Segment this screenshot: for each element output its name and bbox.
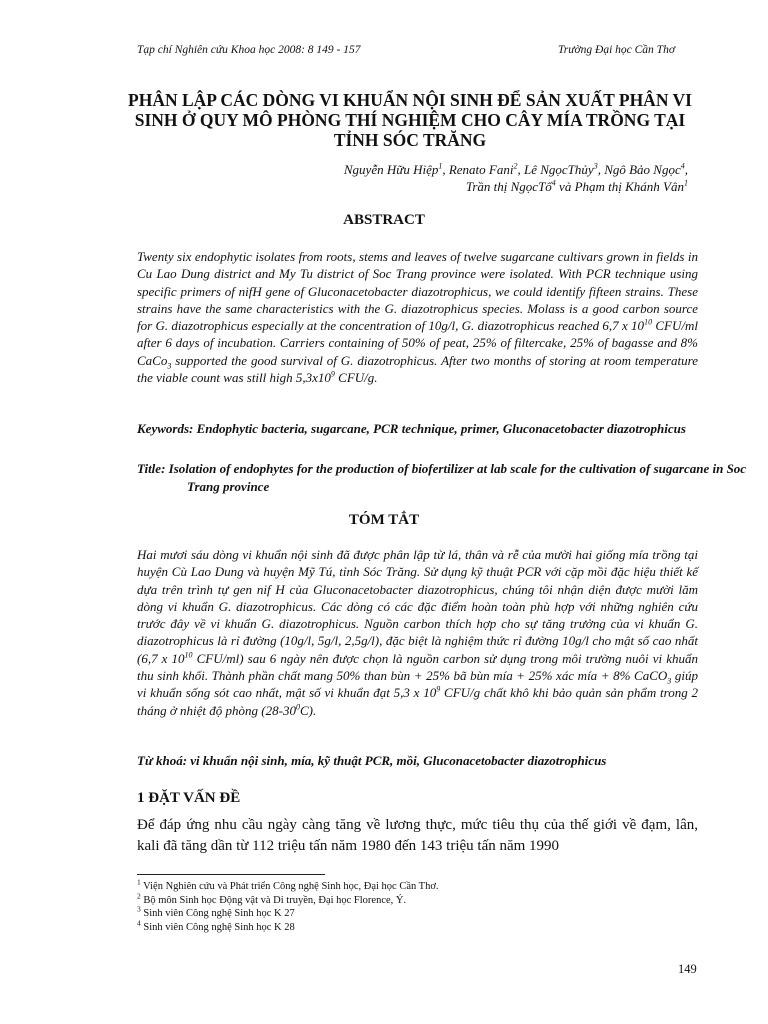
author-name: Lê NgọcThủy <box>523 162 594 177</box>
footnote <box>137 877 439 894</box>
author-separator: , <box>517 162 524 177</box>
footnote-text: Sinh viên Công nghệ Sinh học K 27 <box>140 908 295 919</box>
footnote-mark: 4 <box>137 918 141 927</box>
footnote <box>137 891 439 908</box>
affiliation-mark: 2 <box>513 161 518 171</box>
keywords-english: Keywords: Endophytic bacteria, sugarcane, PCR technique, primer, Gluconacetobacter diazotrophicus <box>137 421 686 436</box>
author-separator: , <box>597 162 605 177</box>
exponent: 9 <box>436 685 441 695</box>
affiliation-mark: 4 <box>551 178 556 188</box>
journal-header: Tạp chí Nghiên cứu Khoa học 2008: 8 149 - 157 <box>137 44 361 56</box>
page-number: 149 <box>678 962 697 976</box>
section-heading: 1 ĐẶT VẤN ĐỀ <box>137 790 241 806</box>
footnote-text: Viện Nghiên cứu và Phát triển Công nghệ Sinh học, Đại học Cần Thơ. <box>140 881 439 892</box>
footnote-divider <box>137 874 325 875</box>
affiliation-mark: 1 <box>438 161 443 171</box>
affiliation-mark: 4 <box>680 161 685 171</box>
footnote-mark: 3 <box>137 904 141 914</box>
tomtat-text-part: CFU/g chất khô khi bảo quản sản phẩm trong 2 tháng ở nhiệt độ phòng (28-30 <box>137 685 698 718</box>
exponent: 9 <box>330 369 335 379</box>
abstract-heading: ABSTRACT <box>343 212 425 228</box>
tomtat-heading: TÓM TẮT <box>348 512 420 528</box>
subscript: 3 <box>167 361 172 371</box>
tomtat-text-part: Hai mươi sáu dòng vi khuẩn nội sinh đã được phân lập từ lá, thân và rễ của mười hai giống mía trồng tại huyện Cù Lao Dung và huyện Mỹ Tú, tỉnh Sóc Trăng. Sử dụng kỹ thuật PCR với cặp mồi đặc hiệu thiết kế dựa trên trình tự gen nif H của Gluconacetobacter diazotrophicus, chúng tôi nhận diện được mười lăm dòng vi khuẩn G. diazotrophicus. Các dòng có các đặc điểm hoàn toàn phù hợp với những nghiên cứu trước đây về vi khuẩn G. diazotrophicus. Nguồn carbon thích hợp cho sự tăng trưởng của vi khuẩn G. diazotrophicus là rỉ đường (10g/l, 5g/l, 2,5g/l), đặc biệt là nghiệm thức rỉ đường 10g/l cho mật số cao nhất (6,7 x 10 <box>137 547 698 666</box>
exponent: 10 <box>644 317 653 327</box>
authors-line-2 <box>466 178 688 195</box>
abstract-text-part: Twenty six endophytic isolates from roots, stems and leaves of twelve sugarcane cultivars grown in fields in Cu Lao Dung district and My Tu district of Soc Trang province were isolated. With PCR technique using specific primers of nifH gene of Gluconacetobacter diazotrophicus, we could identify fifteen strains. These strains have the same characteristics with the G. diazotrophicus species. Molass is a good carbon source for G. diazotrophicus especially at the concentration of 10g/l, G. diazotrophicus reached 6,7 x 10 <box>137 249 698 334</box>
abstract-text-part: CFU/g. <box>334 370 378 386</box>
section-body: Để đáp ứng nhu cầu ngày càng tăng về lương thực, mức tiêu thụ của thế giới về đạm, lân, kali đã tăng dần từ 112 triệu tấn năm 1980 đến 143 triệu tấn năm 1990 <box>137 817 698 854</box>
abstract-text-part: CFU/ml after 6 days of incubation. Carriers containing of 50% of peat, 25% of filtercake, 25% of bagasse and 8% CaCo <box>137 318 698 368</box>
footnote-mark: 1 <box>137 877 141 887</box>
subscript: 3 <box>667 676 672 686</box>
footnote-text: Bộ môn Sinh học Động vật và Di truyền, Đại học Florence, Ý. <box>140 894 407 906</box>
tomtat-text-part: C). <box>299 702 317 718</box>
paper-title: PHÂN LẬP CÁC DÒNG VI KHUẨN NỘI SINH ĐỂ SẢN XUẤT PHÂN VI SINH Ở QUY MÔ PHÒNG THÍ NGHIỆM CHO CÂY MÍA TRỒNG TẠI TỈNH SÓC TRĂNG <box>128 90 692 150</box>
footnote <box>137 918 439 935</box>
abstract-text-part: supported the good survival of G. diazotrophicus. After two months of storing at room temperature the viable count was still high 5,3x10 <box>137 352 698 386</box>
footnotes <box>137 877 439 934</box>
author-name: Phạm thị Khánh Vân <box>574 179 684 194</box>
tomtat-body <box>137 546 698 719</box>
author-conjunction: và <box>555 179 575 194</box>
author-separator: , <box>442 162 449 177</box>
footnote-text: Sinh viên Công nghệ Sinh học K 28 <box>140 921 295 933</box>
tomtat-text-part: giúp vi khuẩn sống sót cao nhất, mật số vi khuẩn đạt 5,3 x 10 <box>137 668 698 701</box>
author-separator: , <box>684 162 688 177</box>
author-name: Nguyễn Hữu Hiệp <box>343 162 439 177</box>
authors-line-1 <box>344 161 688 178</box>
footnote-mark: 2 <box>137 891 141 900</box>
tomtat-text-part: CFU/ml) sau 6 ngày nên được chọn là nguồn carbon sử dụng trong môi trường nuôi vi khuẩn thu sinh khối. Thành phần chất mang 50% than bùn + 25% bã bùn mía + 25% xác mía + 8% CaCO <box>137 650 698 684</box>
exponent: 0 <box>295 702 300 712</box>
author-name: Trần thị NgọcTố <box>465 179 552 194</box>
english-title: Title: Isolation of endophytes for the production of biofertilizer at lab scale for the cultivation of sugarcane in Soc Trang province <box>137 461 747 494</box>
exponent: 10 <box>184 650 193 660</box>
university-header: Trường Đại học Cần Thơ <box>558 44 675 56</box>
author-name: Ngô Bảo Ngọc <box>604 162 681 177</box>
author-name: Renato Fani <box>448 162 514 177</box>
affiliation-mark: 3 <box>593 161 598 171</box>
affiliation-mark: 1 <box>684 178 688 188</box>
footnote <box>137 904 439 921</box>
abstract-body <box>137 248 698 386</box>
keywords-vietnamese: Từ khoá: vi khuẩn nội sinh, mía, kỹ thuật PCR, mồi, Gluconacetobacter diazotrophicus <box>137 753 607 768</box>
